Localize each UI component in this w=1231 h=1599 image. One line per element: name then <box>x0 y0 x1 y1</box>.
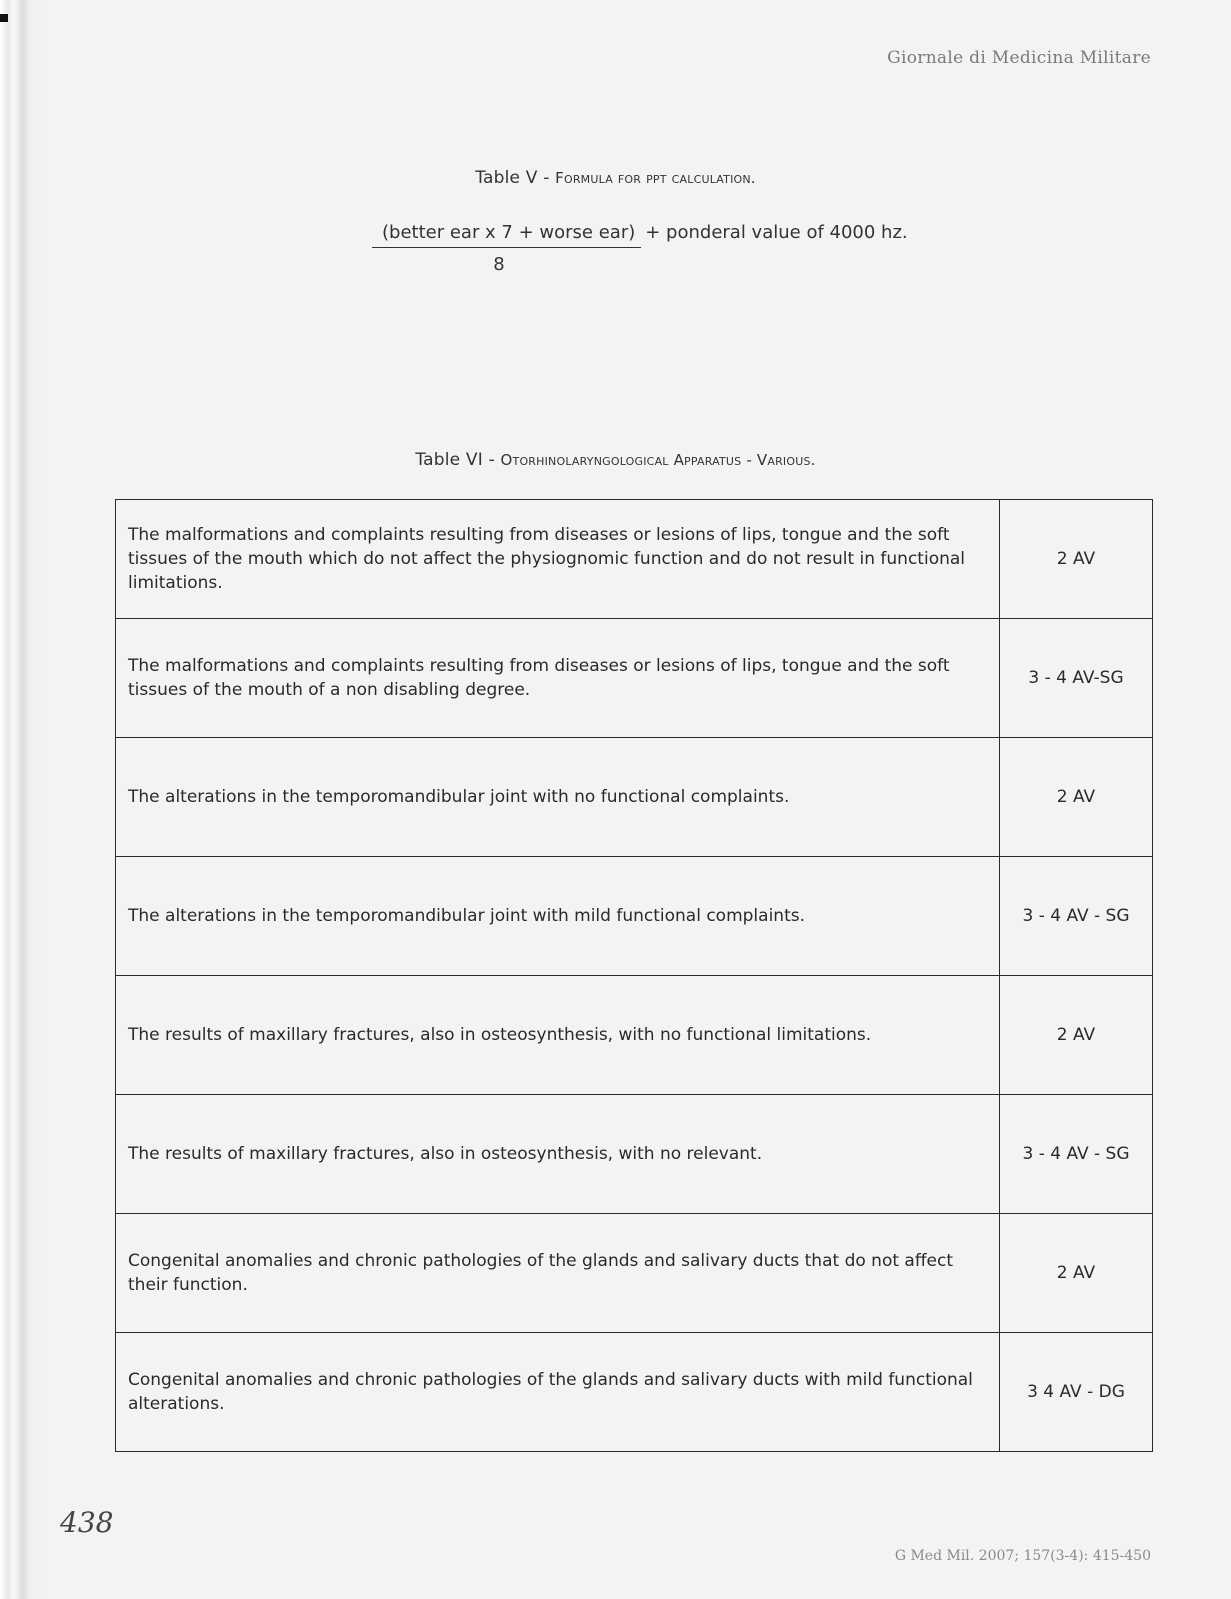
formula-rest: + ponderal value of 4000 hz. <box>645 222 908 243</box>
table-row <box>116 1214 1153 1333</box>
row-grade: 2 AV <box>1000 1214 1153 1333</box>
table6-caption <box>0 450 1231 470</box>
table-row <box>116 976 1153 1095</box>
table-row <box>116 857 1153 976</box>
table6-caption-prefix: Table VI - <box>415 450 501 470</box>
row-grade: 3 - 4 AV - SG <box>1000 857 1153 976</box>
row-grade: 3 4 AV - DG <box>1000 1333 1153 1452</box>
row-description: The results of maxillary fractures, also in osteosynthesis, with no functional limitations. <box>116 976 1000 1095</box>
formula-numerator: (better ear x 7 + worse ear) <box>372 222 641 248</box>
book-spine <box>0 0 44 1599</box>
row-description: The malformations and complaints resulting from diseases or lesions of lips, tongue and the soft tissues of the mouth which do not affect the physiognomic function and do not result in functional limitations. <box>116 500 1000 619</box>
table-row <box>116 1333 1153 1452</box>
ppt-formula <box>372 222 932 275</box>
table-row <box>116 738 1153 857</box>
row-description: The alterations in the temporomandibular joint with mild functional complaints. <box>116 857 1000 976</box>
row-grade: 3 - 4 AV-SG <box>1000 619 1153 738</box>
scan-mark <box>0 14 8 22</box>
row-grade: 2 AV <box>1000 976 1153 1095</box>
row-grade: 3 - 4 AV - SG <box>1000 1095 1153 1214</box>
table-row <box>116 1095 1153 1214</box>
page-number: 438 <box>60 1506 114 1539</box>
table-row <box>116 619 1153 738</box>
table5-caption-title: Formula for ppt calculation. <box>555 169 756 187</box>
table5-caption <box>0 168 1231 188</box>
journal-citation: G Med Mil. 2007; 157(3-4): 415-450 <box>894 1548 1151 1564</box>
row-description: Congenital anomalies and chronic pathologies of the glands and salivary ducts that do not affect their function. <box>116 1214 1000 1333</box>
row-description: The malformations and complaints resulting from diseases or lesions of lips, tongue and the soft tissues of the mouth of a non disabling degree. <box>116 619 1000 738</box>
row-description: The results of maxillary fractures, also in osteosynthesis, with no relevant. <box>116 1095 1000 1214</box>
table6 <box>115 499 1153 1452</box>
table-row <box>116 500 1153 619</box>
row-grade: 2 AV <box>1000 738 1153 857</box>
row-grade: 2 AV <box>1000 500 1153 619</box>
row-description: The alterations in the temporomandibular joint with no functional complaints. <box>116 738 1000 857</box>
journal-header: Giornale di Medicina Militare <box>887 48 1151 68</box>
row-description: Congenital anomalies and chronic pathologies of the glands and salivary ducts with mild functional alterations. <box>116 1333 1000 1452</box>
table6-caption-title: Otorhinolaryngological Apparatus - Various. <box>500 451 816 469</box>
formula-denominator: 8 <box>493 254 505 275</box>
table5-caption-prefix: Table V - <box>475 168 556 188</box>
